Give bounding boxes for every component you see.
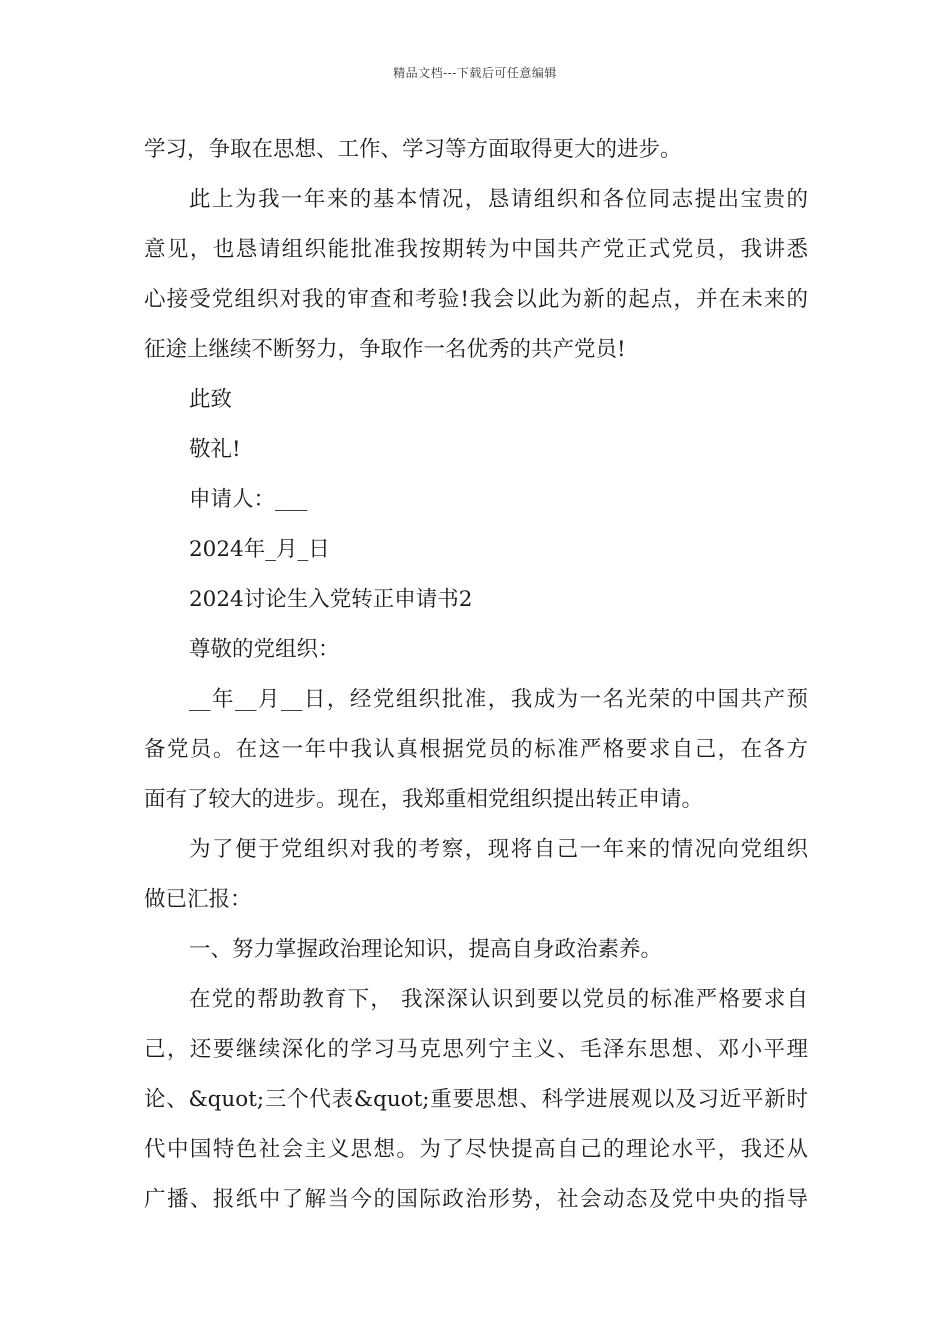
text-line: 征途上继续不断努力，争取作一名优秀的共产党员! [144, 337, 626, 362]
text-line: 学习，争取在思想、工作、学习等方面取得更大的进步。 [144, 137, 682, 162]
closing-regards: 敬礼! [189, 437, 241, 462]
text-line: 此上为我一年来的基本情况，恳请组织和各位同志提出宝贵的 [189, 187, 808, 212]
text-line: 己，还要继续深化的学习马克思列宁主义、毛泽东思想、邓小平理 [144, 1037, 808, 1062]
text-line: 在党的帮助教育下， 我深深认识到要以党员的标准严格要求自 [189, 987, 808, 1012]
date-line: 2024年_月_日 [189, 537, 330, 562]
applicant-line: 申请人：___ [189, 487, 308, 512]
text-line: 意见，也恳请组织能批准我按期转为中国共产党正式党员，我讲悉 [144, 237, 808, 262]
text-line: 论、&quot;三个代表&quot;重要思想、科学进展观以及习近平新时 [144, 1087, 808, 1112]
closing-salutation: 此致 [189, 387, 233, 412]
text-line: 面有了较大的进步。现在，我郑重相党组织提出转正申请。 [144, 787, 704, 812]
text-line: 备党员。在这一年中我认真根据党员的标准严格要求自己，在各方 [144, 737, 808, 762]
text-line: 做已汇报： [144, 887, 252, 912]
text-line: __年__月__日，经党组织批准，我成为一名光荣的中国共产预 [189, 687, 808, 712]
subheading: 一、努力掌握政治理论知识，提高自身政治素养。 [189, 937, 663, 962]
page-header: 精品文档---下载后可任意编辑 [393, 66, 557, 80]
salutation: 尊敬的党组织： [189, 637, 340, 662]
text-line: 广播、报纸中了解当今的国际政治形势，社会动态及党中央的指导 [144, 1187, 808, 1212]
section-title: 2024讨论生入党转正申请书2 [189, 587, 473, 612]
text-line: 心接受党组织对我的审查和考验!我会以此为新的起点，并在未来的 [144, 287, 808, 312]
text-line: 为了便于党组织对我的考察，现将自己一年来的情况向党组织 [189, 837, 808, 862]
text-line: 代中国特色社会主义思想。为了尽快提高自己的理论水平，我还从 [144, 1137, 808, 1162]
document-body [144, 125, 808, 1225]
